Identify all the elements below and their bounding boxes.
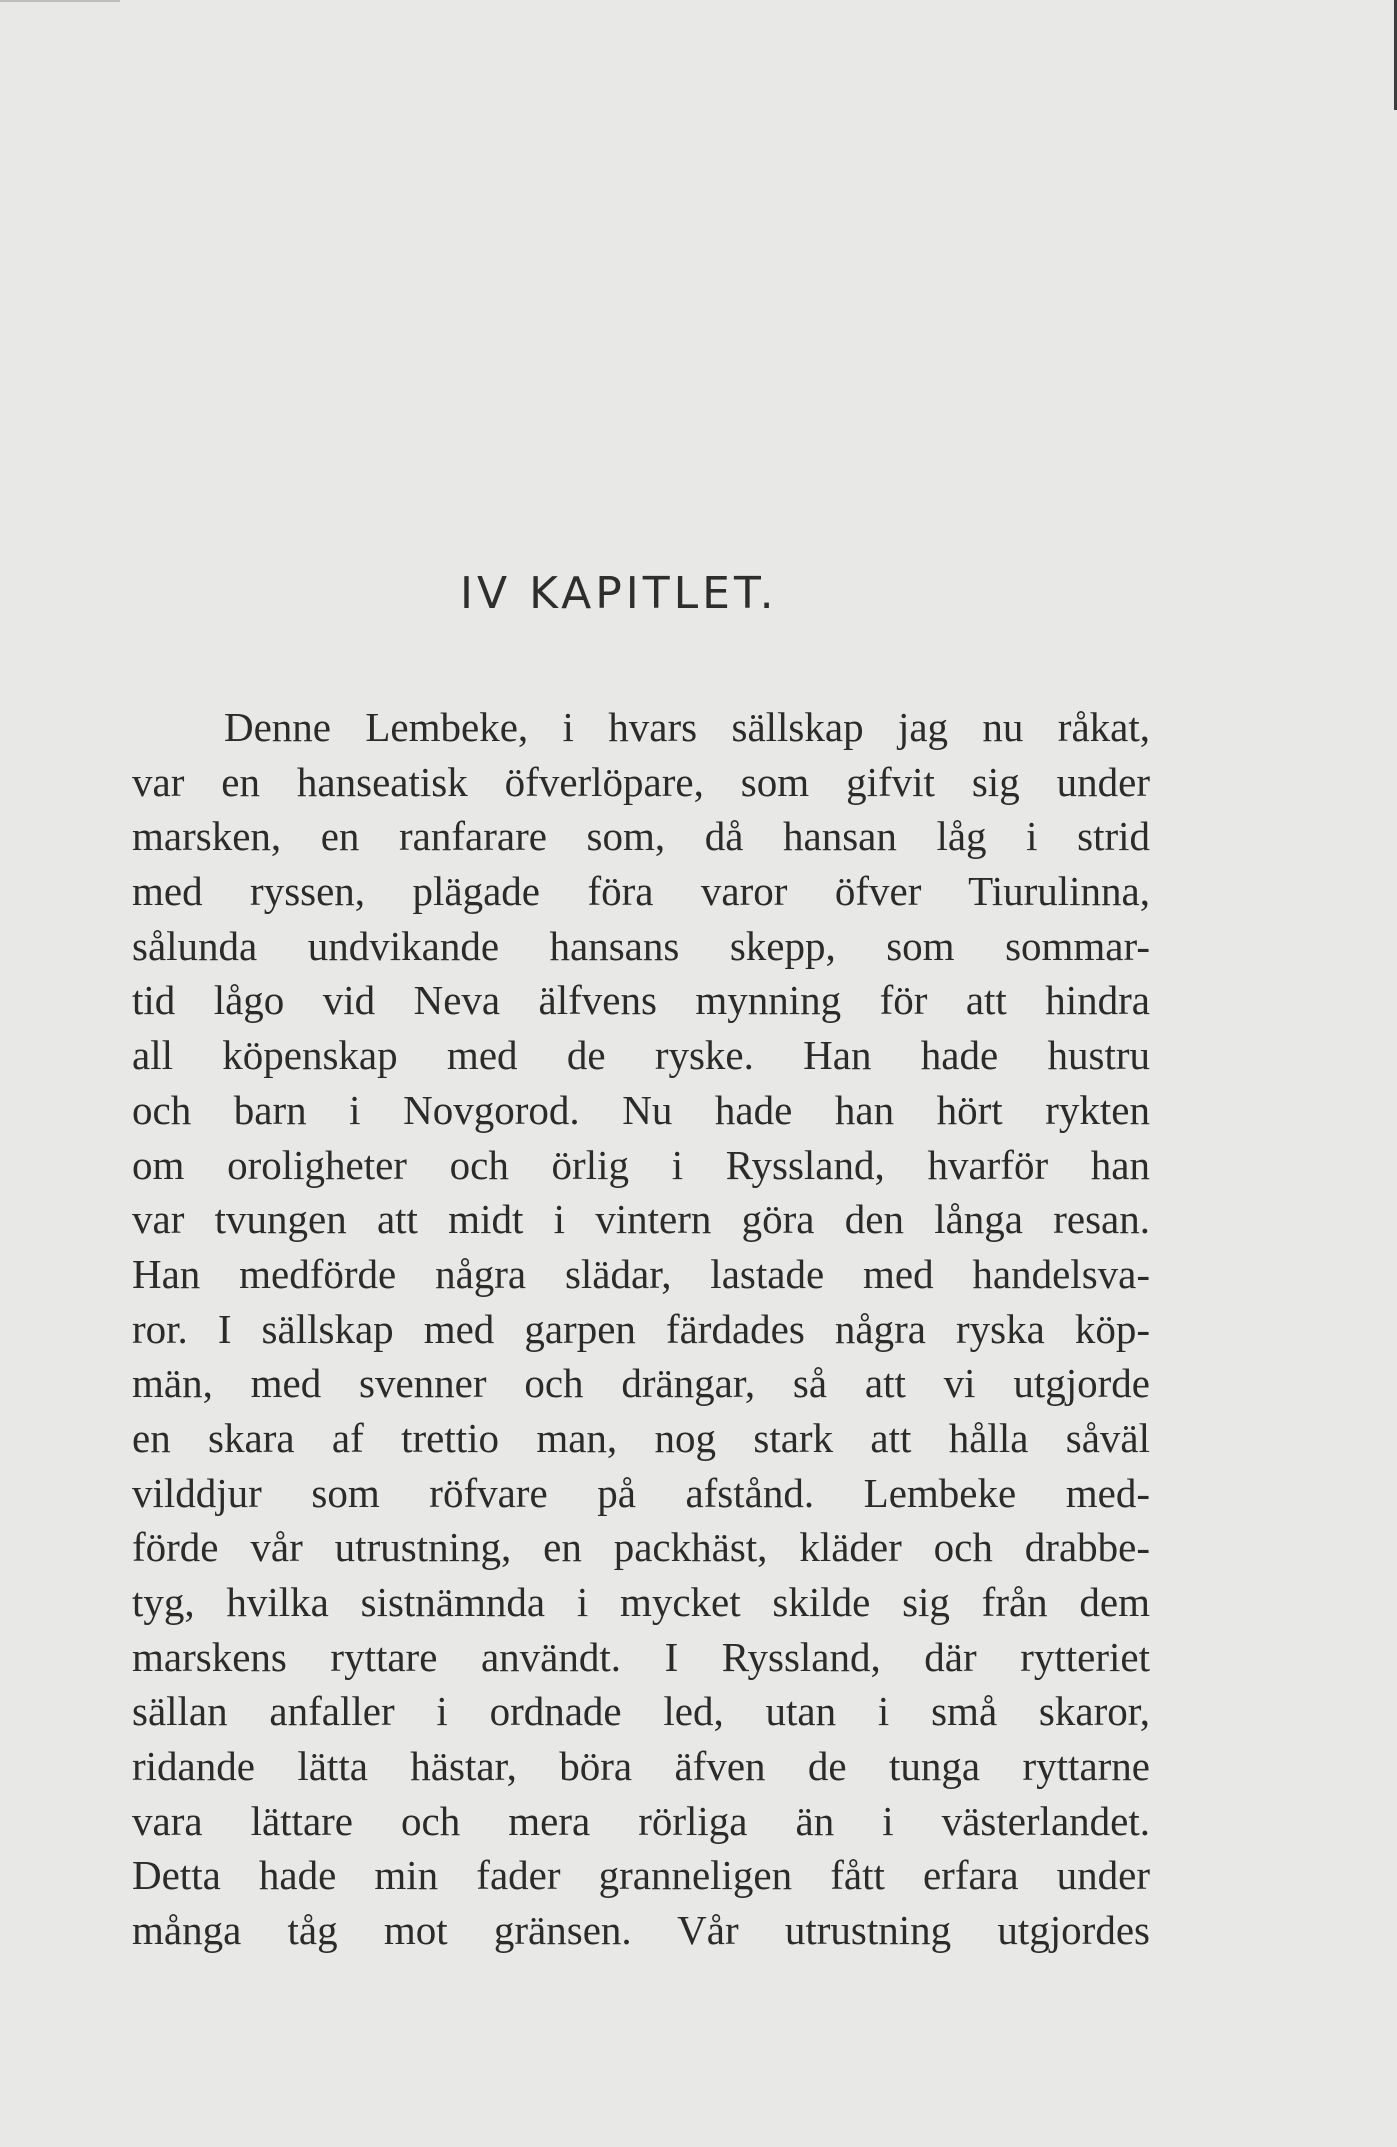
text-line: tyg, hvilka sistnämnda i mycket skilde sig från dem xyxy=(132,1579,1150,1625)
text-line: Denne Lembeke, i hvars sällskap jag nu råkat, xyxy=(224,704,1150,750)
text-line: ridande lätta hästar, böra äfven de tunga ryttarne xyxy=(132,1743,1150,1790)
text-line: vara lättare och mera rörliga än i västerlandet. xyxy=(132,1797,1150,1844)
text-line: Han medförde några slädar, lastade med handelsva- xyxy=(132,1250,1150,1297)
text-line: tid lågo vid Neva älfvens mynning för att hindra xyxy=(132,977,1150,1024)
text-line: Detta hade min fader granneligen fått erfara under xyxy=(132,1852,1150,1899)
text-line: all köpenskap med de ryske. Han hade hustru xyxy=(132,1032,1150,1079)
text-line: med ryssen, plägade föra varor öfver Tiurulinna, xyxy=(132,868,1150,915)
text-line: var en hanseatisk öfverlöpare, som gifvit sig under xyxy=(132,758,1150,805)
text-line: vilddjur som röfvare på afstånd. Lembeke med- xyxy=(132,1469,1150,1516)
text-line: förde vår utrustning, en packhäst, kläder och drabbe- xyxy=(132,1524,1150,1571)
text-line: sålunda undvikande hansans skepp, som sommar- xyxy=(132,922,1150,969)
scan-edge-top xyxy=(0,0,120,2)
text-line: marskens ryttare användt. I Ryssland, där rytteriet xyxy=(132,1633,1150,1680)
chapter-title: IV KAPITLET. xyxy=(460,568,778,619)
text-line: var tvungen att midt i vintern göra den långa resan. xyxy=(132,1196,1150,1243)
text-line: många tåg mot gränsen. Vår utrustning utgjordes xyxy=(132,1907,1150,1954)
text-line: marsken, en ranfarare som, då hansan låg i strid xyxy=(132,813,1150,860)
text-line: män, med svenner och drängar, så att vi utgjorde xyxy=(132,1360,1150,1407)
text-line: en skara af trettio man, nog stark att hålla såväl xyxy=(132,1414,1150,1461)
text-line: sällan anfaller i ordnade led, utan i små skaror, xyxy=(132,1688,1150,1735)
text-line: och barn i Novgorod. Nu hade han hört rykten xyxy=(132,1086,1150,1133)
body-text xyxy=(132,700,1150,1958)
text-line: ror. I sällskap med garpen färdades några ryska köp- xyxy=(132,1305,1150,1352)
text-line: om oroligheter och örlig i Ryssland, hvarför han xyxy=(132,1141,1150,1188)
